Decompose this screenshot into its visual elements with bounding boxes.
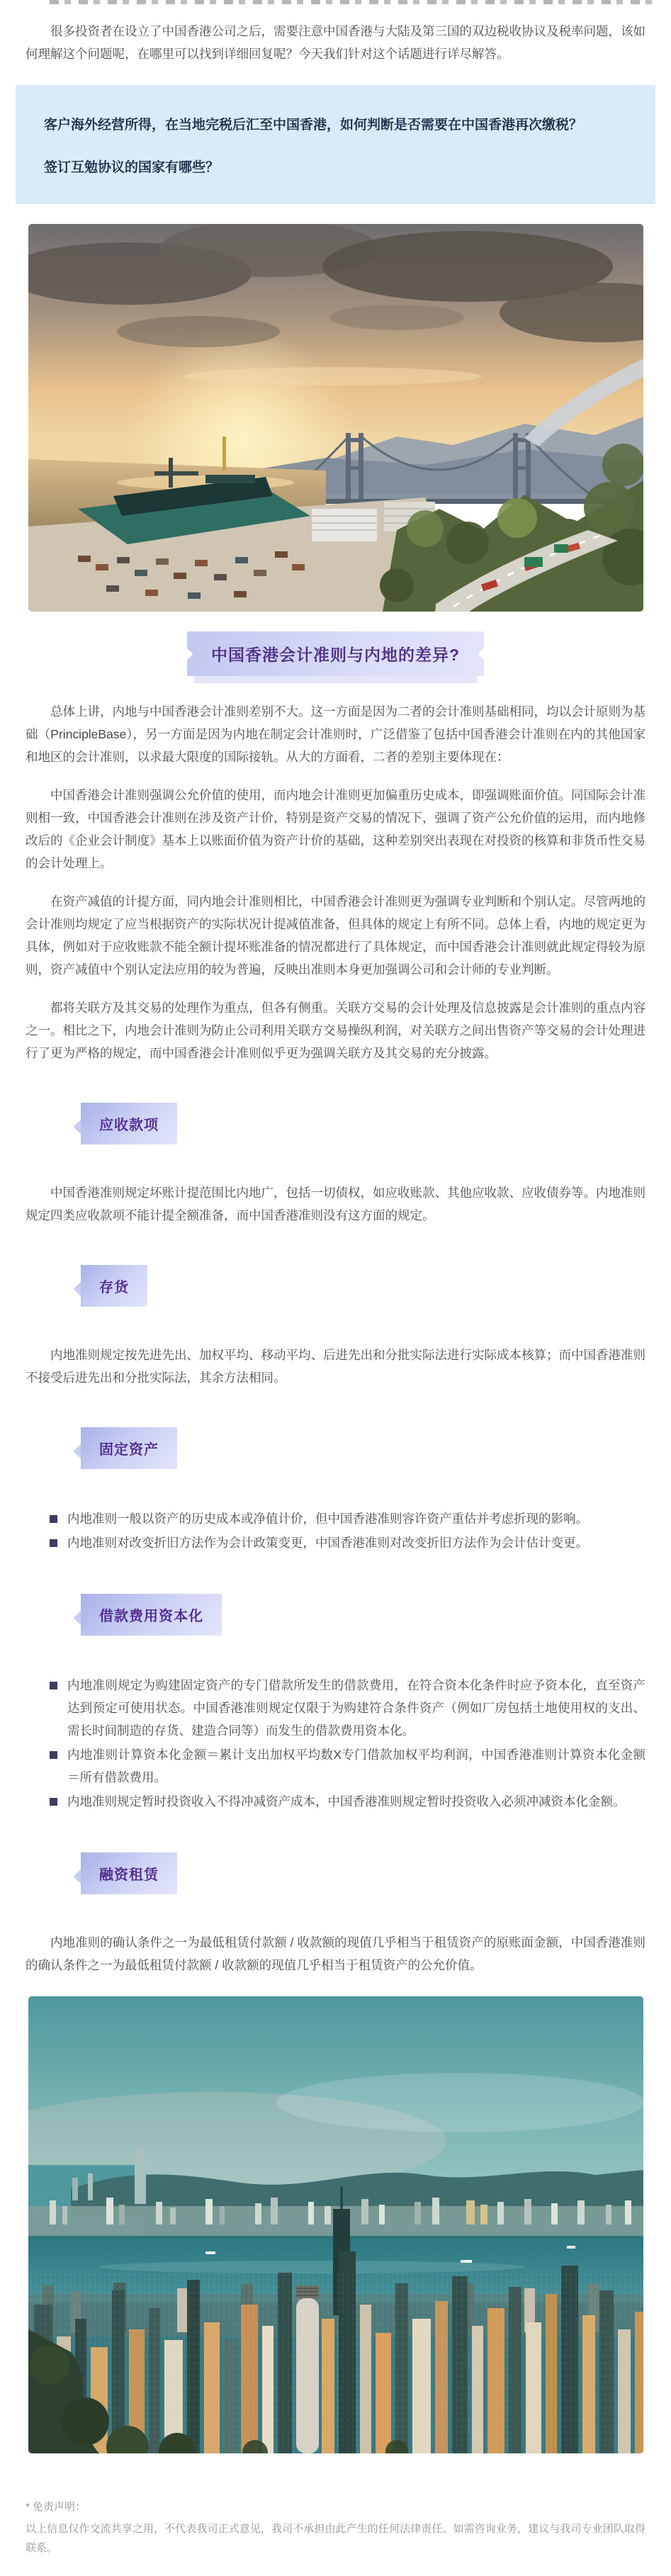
disclaimer-text: 以上信息仅作交流共享之用，不代表我司正式意见，我司不承担由此产生的任何法律责任。如需咨询业务，建议与我司专业团队取得联系。 <box>26 2523 645 2554</box>
disclaimer-footer <box>0 2473 671 2576</box>
section-badge-receivables <box>81 1103 177 1144</box>
question-2: 签订互勉协议的国家有哪些？ <box>44 160 220 175</box>
bullet-text: 内地准则规定为购建固定资产的专门借款所发生的借款费用，在符合资本化条件时应予资本化，直至资产达到预定可使用状态。中国香港准则规定仅限于为购建符合条件资产（例如厂房包括土地使用权的支出、需长时间制造的存货、建造合同等）而发生的借款费用资本化。 <box>67 1678 645 1738</box>
section-heading-label: 中国香港会计准则与内地的差异? <box>210 646 461 664</box>
section-badge-fixed-assets <box>81 1427 177 1469</box>
bullet-text: 内地准则计算资本化金额＝累计支出加权平均数X专门借款加权平均利润，中国香港准则计算资本化金额＝所有借款费用。 <box>67 1748 645 1784</box>
badge-label: 融资租赁 <box>81 1852 177 1894</box>
list-item <box>50 1674 645 1742</box>
square-bullet-icon <box>50 1682 57 1689</box>
badge-label: 存货 <box>81 1265 147 1307</box>
hero-image-bridge-port[interactable] <box>28 224 643 612</box>
square-bullet-icon <box>50 1539 57 1547</box>
bullet-text: 内地准则对改变折旧方法作为会计政策变更，中国香港准则对改变折旧方法作为会计估计变更。 <box>67 1536 588 1550</box>
square-bullet-icon <box>50 1751 57 1759</box>
section-badge-inventory <box>81 1265 147 1307</box>
body-paragraph: 在资产减值的计提方面，同内地会计准则相比，中国香港会计准则更为强调专业判断和个别认定。尽管两地的会计准则均规定了应当根据资产的实际状况计提减值准备，但具体的规定上有所不同。总体上看，内地的规定更为具体，例如对于应收账款不能全额计提坏账准备的情况都进行了具体规定，而中国香港会计准则就此规定得较为原则，资产减值中个别认定法应用的较为普遍，反映出准则本身更加强调公司和会计师的专业判断。 <box>26 894 645 977</box>
body-paragraph: 内地准则规定按先进先出、加权平均、移动平均、后进先出和分批实际法进行实际成本核算；而中国香港准则不接受后进先出和分批实际法，其余方法相同。 <box>26 1348 645 1385</box>
intro-paragraph: 很多投资者在设立了中国香港公司之后，需要注意中国香港与大陆及第三国的双边税收协议及税率问题，该如何理解这个问题呢，在哪里可以找到详细回复呢？今天我们针对这个话题进行详尽解答。 <box>26 24 645 61</box>
section-heading <box>187 631 484 676</box>
body-paragraph: 都将关联方及其交易的处理作为重点，但各有侧重。关联方交易的会计处理及信息披露是会计准则的重点内容之一。相比之下，内地会计准则为防止公司利用关联方交易操纵利润，对关联方之间出售资产等交易的会计处理进行了更为严格的规定，而中国香港会计准则似乎更为强调关联方及其交易的充分披露。 <box>26 1001 645 1060</box>
disclaimer-title: * 免责声明： <box>26 2501 86 2513</box>
section-badge-borrowing-costs <box>81 1594 222 1636</box>
clipped-text-remnant <box>50 0 654 4</box>
list-item <box>50 1531 645 1554</box>
bridge-sunset-illustration <box>28 224 643 612</box>
section-badge-finance-lease <box>81 1852 177 1894</box>
body-paragraph: 中国香港准则规定坏账计提范围比内地广，包括一切债权，如应收账款、其他应收款、应收债券等。内地准则规定四类应收款项不能计提全额准备，而中国香港准则没有这方面的规定。 <box>26 1186 645 1222</box>
list-item <box>50 1790 645 1813</box>
body-paragraph: 中国香港会计准则强调公允价值的使用，而内地会计准则更加偏重历史成本，即强调账面价值。同国际会计准则相一致，中国香港会计准则在涉及资产计价，特别是资产交易的情况下，强调了资产公允价值的运用，而内地修改后的《企业会计制度》基本上以账面价值为资产计价的基础，这种差别突出表现在对投资的核算和非货币性交易的会计处理上。 <box>26 788 645 870</box>
section-heading-wrap <box>0 631 671 676</box>
body-paragraph: 内地准则的确认条件之一为最低租赁付款额 / 收款额的现值几乎相当于租赁资产的原账面金额，中国香港准则的确认条件之一为最低租赁付款额 / 收款额的现值几乎相当于租赁资产的公允价值。 <box>26 1935 645 1972</box>
bullet-text: 内地准则规定暂时投资收入不得冲减资产成本，中国香港准则规定暂时投资收入必须冲减资本化金额。 <box>67 1794 626 1809</box>
diamond-right-icon <box>478 648 490 660</box>
fixed-assets-bullet-list <box>26 1507 645 1554</box>
skyline-illustration <box>28 1996 643 2453</box>
square-bullet-icon <box>50 1515 57 1523</box>
badge-label: 应收款项 <box>81 1103 177 1144</box>
list-item <box>50 1507 645 1530</box>
body-paragraph: 总体上讲，内地与中国香港会计准则差别不大。这一方面是因为二者的会计准则基础相同，均以会计原则为基础（PrincipleBase），另一方面是因为内地在制定会计准则时，广泛借鉴了包括中国香港会计准则在内的其他国家和地区的会计准则，以求最大限度的国际接轨。从大的方面看，二者的差别主要体现在： <box>26 704 645 764</box>
square-bullet-icon <box>50 1798 57 1806</box>
list-item <box>50 1743 645 1789</box>
badge-label: 借款费用资本化 <box>81 1594 222 1636</box>
bullet-text: 内地准则一般以资产的历史成本或净值计价，但中国香港准则容许资产重估并考虑折现的影响。 <box>67 1512 588 1526</box>
borrowing-costs-bullet-list <box>26 1674 645 1813</box>
image-hong-kong-skyline[interactable] <box>28 1996 643 2453</box>
question-box <box>16 85 655 204</box>
question-1: 客户海外经营所得，在当地完税后汇至中国香港，如何判断是否需要在中国香港再次缴税？ <box>44 118 583 133</box>
diamond-left-icon <box>181 648 193 660</box>
badge-label: 固定资产 <box>81 1427 177 1469</box>
